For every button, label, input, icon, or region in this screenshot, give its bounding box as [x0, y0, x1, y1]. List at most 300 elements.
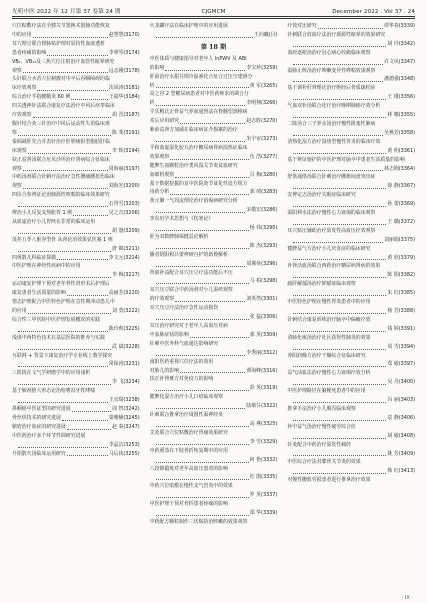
toc-entry-line[interactable]	[287, 84, 415, 93]
toc-entry-line[interactable]	[12, 405, 140, 414]
toc-entry-line[interactable]	[287, 218, 415, 227]
toc-entry-line[interactable]	[150, 197, 278, 206]
toc-author-page: 潘德强(3348)	[384, 76, 415, 83]
toc-title-text: 基于肺剂推大形态论治哈嗜泪牙性哮喘	[12, 388, 96, 395]
toc-entry-line[interactable]	[150, 331, 278, 340]
toc-entry-line[interactable]	[287, 102, 415, 111]
dot-leader	[156, 135, 246, 142]
toc-title-text: VB₁、VB₁₂及三焦穴位注射治疗血管性眩晕研究	[12, 58, 115, 65]
toc-author-page: 谭海峰(3316)	[246, 367, 278, 374]
toc-entry-line[interactable]	[150, 55, 278, 64]
toc-entry-line[interactable]	[12, 271, 140, 280]
toc-entry-line[interactable]	[287, 441, 415, 450]
toc-entry-line[interactable]	[150, 215, 278, 224]
toc-title-text: 的应用	[12, 308, 27, 314]
toc-entry-line[interactable]	[150, 224, 278, 233]
dot-leader	[293, 450, 386, 457]
toc-entry-line[interactable]	[12, 289, 140, 298]
toc-entry-line[interactable]	[150, 456, 278, 465]
toc-title-text: 疗效对比研究	[287, 23, 317, 29]
toc-author-page: 唐 锦(3211)	[112, 245, 140, 252]
toc-entry-line[interactable]	[150, 31, 278, 40]
toc-entry-line[interactable]	[12, 236, 140, 245]
dot-leader	[156, 313, 249, 320]
dot-leader	[37, 84, 107, 91]
toc-entry-line[interactable]	[287, 156, 415, 165]
toc-entry-line[interactable]	[287, 414, 415, 423]
dot-leader	[293, 343, 386, 350]
toc-entry-line[interactable]	[150, 322, 278, 331]
toc-entry-line[interactable]	[287, 467, 415, 476]
toc-entry-line[interactable]	[12, 245, 140, 254]
toc-title-text: 耳穴压豆联合中药汤剂对小儿湿疹观察	[149, 287, 233, 294]
toc-title-text: 针刺联合推拿治疗周围性面神经炎	[149, 412, 224, 419]
toc-entry-line[interactable]	[150, 402, 278, 411]
toc-title-text: 血府逐瘀汤治疗冠心病心绞痛临床观察	[287, 49, 371, 56]
toc-entry-line[interactable]	[150, 438, 278, 447]
toc-title-text: 用药分析	[149, 189, 170, 196]
toc-entry-line[interactable]	[287, 58, 415, 67]
toc-entry-line[interactable]	[287, 262, 415, 271]
toc-title-text: 针刺联合放血疗法治疗颈源性眩晕的效果研究	[287, 31, 386, 38]
toc-entry-line[interactable]	[287, 254, 415, 263]
toc-author-page: 王 瑾(3356)	[387, 94, 415, 101]
toc-title-text: 肺俞益肾方加减在临床病证介损案的治疗	[149, 127, 238, 134]
toc-title-text: 基于辨证施护的中医护理对脑卒中患者生活质量的影响	[287, 156, 405, 163]
toc-entry-line[interactable]	[287, 343, 415, 352]
toc-entry-line[interactable]	[12, 441, 140, 450]
dot-leader	[67, 450, 108, 457]
toc-entry-line[interactable]	[150, 286, 278, 295]
toc-title-text: 中药汤剂联合针刺疗法治疗急性腰痛腰扭伤临床	[12, 174, 115, 181]
toc-entry-line[interactable]	[150, 144, 278, 153]
toc-entry-line[interactable]	[150, 482, 278, 491]
dot-leader	[62, 414, 108, 421]
toc-entry-line[interactable]	[287, 298, 415, 307]
toc-entry-line[interactable]	[287, 111, 415, 120]
toc-author-page: 宋敬宏(3286)	[246, 207, 278, 214]
toc-author-page: 邵 华(3339)	[249, 510, 278, 517]
toc-entry-line[interactable]	[12, 40, 140, 49]
toc-entry-line[interactable]	[12, 173, 140, 182]
toc-author-page: 李 飞(3234)	[112, 379, 140, 386]
dot-leader	[293, 93, 386, 100]
toc-entry-line[interactable]	[150, 420, 278, 429]
toc-title-text: 肝俞治疗水甜芬理冷温素化合征合过压空建碍分	[149, 73, 253, 80]
toc-title-text: 中医护理干预对骨折患者疼痛的影响	[149, 501, 228, 508]
toc-entry-line[interactable]	[287, 191, 415, 200]
dot-leader	[18, 227, 111, 234]
toc-entry-line[interactable]	[12, 120, 140, 129]
toc-entry-line[interactable]	[150, 295, 278, 304]
toc-entry-line[interactable]	[150, 358, 278, 367]
toc-author-page: 王宜瑞(3238)	[108, 397, 140, 404]
dot-leader	[67, 289, 108, 296]
toc-author-page: 郭 靖(3283)	[249, 189, 278, 196]
toc-author-page: 周 雪(3394)	[387, 343, 415, 350]
toc-entry-line[interactable]	[12, 387, 140, 396]
dot-leader	[18, 200, 108, 207]
toc-title-text: 平乐殿氏正骨益气养血通督法在脊髓型颈椎病	[149, 109, 248, 116]
toc-title-text: 健脾生血颗粒治疗类风湿关节炎贫血研究	[149, 162, 238, 169]
toc-title-text: 茂朴五苓八脏容型骨 从肾论治效果显医案 1 则	[12, 236, 113, 243]
dot-leader	[18, 396, 108, 403]
toc-entry-line[interactable]	[150, 473, 278, 482]
dot-leader	[170, 188, 248, 195]
dot-leader	[293, 182, 386, 189]
toc-title-text: 三阶段在文气学研磨学中的应用浅析	[12, 370, 91, 377]
toc-entry-line[interactable]	[12, 22, 140, 31]
toc-title-text: 情志护理配合中医特色护理在急性期冲动患儿中	[12, 299, 115, 306]
toc-title-text: 健脾益气方治疗小儿厌食症的临床研究	[287, 245, 371, 252]
toc-entry-line[interactable]	[12, 93, 140, 102]
toc-title-text: 肝为双数脾肺保健益论解析	[149, 233, 209, 240]
toc-entry-line[interactable]	[150, 260, 278, 269]
dot-leader	[18, 325, 108, 332]
toc-entry-line[interactable]	[12, 369, 140, 378]
toc-author-page: 彭 英(3319)	[249, 385, 278, 392]
dot-leader	[293, 360, 386, 367]
toc-entry-line[interactable]	[12, 75, 140, 84]
toc-author-page: 胡 敏(3408)	[387, 432, 415, 439]
toc-author-page: 赵志胜(3270)	[246, 118, 278, 125]
toc-entry-line[interactable]	[150, 367, 278, 376]
toc-entry-line[interactable]	[287, 165, 415, 174]
toc-title-text: 效果观察	[149, 153, 170, 160]
toc-entry-line[interactable]	[287, 378, 415, 387]
toc-title-text: 中医特色护理在慢性胃炎患者中的应用	[287, 299, 371, 306]
toc-entry-line[interactable]	[12, 280, 140, 289]
toc-title-text: 耳穴埋豆联合督脉贴护理对原持性血液透析	[12, 40, 105, 47]
toc-entry-line[interactable]	[287, 289, 415, 298]
dot-leader	[156, 438, 249, 445]
toc-author-page: 李翠琴(3174)	[108, 49, 140, 56]
toc-author-page: 谭华春(3339)	[384, 23, 415, 29]
toc-entry-line[interactable]	[287, 31, 415, 40]
toc-author-page: 吴 丹(3400)	[387, 379, 415, 386]
toc-entry-line[interactable]	[150, 375, 278, 384]
toc-entry-line[interactable]	[12, 298, 140, 307]
toc-author-page: 孙 蕾(3369)	[387, 201, 415, 208]
toc-title-text: 中医护理在神经性疾病中的应用	[12, 263, 81, 270]
toc-title-text: 播者阴阳和吕蕾辨研自护的新规解析	[149, 251, 228, 258]
toc-entry-line[interactable]	[150, 509, 278, 518]
toc-entry-line[interactable]	[287, 360, 415, 369]
toc-title-text: 中医护理路径在脑梗死患者中的应用	[287, 388, 366, 395]
toc-entry-line[interactable]	[12, 147, 140, 156]
toc-title-text: 的影响	[149, 64, 165, 71]
toc-entry-line[interactable]	[150, 22, 278, 31]
toc-author-page: 朱 红(3385)	[387, 290, 415, 297]
toc-entry-line[interactable]	[150, 242, 278, 251]
toc-author-page: 刘 勇(3222)	[112, 308, 140, 314]
toc-author-page: 韩 红(3413)	[387, 468, 415, 475]
dot-leader	[18, 378, 111, 385]
toc-entry-line[interactable]	[287, 352, 415, 361]
toc-entry-line[interactable]	[287, 325, 415, 334]
toc-entry-line[interactable]	[287, 271, 415, 280]
toc-author-page: 马后侠(3255)	[108, 450, 140, 457]
toc-entry-line[interactable]	[12, 200, 140, 209]
toc-entry-line[interactable]	[12, 378, 140, 387]
toc-title-text: 头针联合水香穴位刺激对中卒后吞咽障碍的临	[12, 76, 110, 83]
toc-entry-line[interactable]	[287, 280, 415, 289]
toc-title-text: 黄元御一气周流理论治疗消渴病研究分析	[149, 198, 238, 205]
toc-title-text: 浅谈中西特色技术在基层医院的推养与实践	[12, 334, 105, 341]
toc-author-page: 张 猛(3306)	[249, 314, 278, 321]
toc-entry-line[interactable]	[12, 423, 140, 432]
toc-author-page: 刘英然(3301)	[246, 296, 278, 303]
toc-title-text: 中医药治疗多个环节性调研究进展	[12, 432, 86, 439]
toc-title-text: 基于调补肝肾理论治疗绝经后骨质疏松症	[287, 85, 376, 92]
toc-entry-line[interactable]	[12, 262, 140, 271]
toc-entry-line[interactable]	[150, 491, 278, 500]
toc-author-page: 常保涛(3231)	[108, 361, 140, 368]
toc-entry-line[interactable]	[150, 447, 278, 456]
dot-leader	[156, 509, 249, 516]
toc-entry-line[interactable]	[12, 352, 140, 361]
toc-entry-line[interactable]	[150, 90, 278, 99]
toc-entry-line[interactable]	[12, 191, 140, 200]
toc-entry-line[interactable]	[150, 153, 278, 162]
toc-title-text: 中医体质与健康指导对老年人 InPWV 及 ABI	[149, 55, 247, 62]
toc-entry-line[interactable]	[150, 349, 278, 358]
toc-entry-line[interactable]	[150, 384, 278, 393]
toc-entry-line[interactable]	[150, 73, 278, 82]
toc-entry-line[interactable]	[12, 209, 140, 218]
toc-entry-line[interactable]	[287, 49, 415, 58]
toc-title-text: 四黄散儿科临证探微	[12, 254, 57, 261]
dot-leader	[190, 331, 249, 338]
toc-title-text: 患者疼痛的影响	[12, 49, 47, 56]
dot-leader	[293, 75, 383, 82]
toc-entry-line[interactable]	[150, 233, 278, 242]
toc-title-text: 四关透神针法联合康复疗法治疗中风后痉挛临床	[12, 103, 115, 110]
toc-entry-line[interactable]	[287, 450, 415, 459]
toc-entry-line[interactable]	[12, 102, 140, 111]
toc-entry-line[interactable]	[287, 396, 415, 405]
dot-leader	[18, 360, 108, 367]
toc-entry-line[interactable]	[287, 200, 415, 209]
toc-title-text: 气血双补汤联合化疗治疗晚期肺癌疗效分析	[287, 103, 381, 110]
toc-entry-line[interactable]	[150, 518, 278, 527]
toc-entry-line[interactable]	[287, 316, 415, 325]
toc-title-text: 辨治小儿反复支热胀胃 1 例	[12, 210, 73, 217]
toc-entry-line[interactable]	[12, 31, 140, 40]
toc-entry-line[interactable]	[150, 340, 278, 349]
toc-entry-line[interactable]	[150, 465, 278, 474]
toc-title-text: 疏肝解郁汤治疗抑郁症临床观察	[287, 281, 356, 288]
toc-title-text: 推拿手法治疗小儿腹泻临床观察	[287, 405, 356, 412]
toc-entry-line[interactable]	[12, 316, 140, 325]
toc-entry-line[interactable]	[150, 99, 278, 108]
toc-entry-line[interactable]	[287, 173, 415, 182]
toc-entry-line[interactable]	[287, 236, 415, 245]
dot-leader	[293, 58, 383, 65]
toc-entry-line[interactable]	[150, 135, 278, 144]
toc-entry-line[interactable]	[287, 227, 415, 236]
toc-entry-line[interactable]	[12, 307, 140, 316]
toc-entry-line[interactable]	[150, 304, 278, 313]
toc-entry-line[interactable]	[150, 108, 278, 117]
toc-entry-line[interactable]	[12, 182, 140, 191]
toc-author-page: 伍 浩(3277)	[249, 153, 278, 160]
toc-entry-line[interactable]	[150, 313, 278, 322]
dot-leader	[28, 307, 111, 314]
toc-entry-line[interactable]	[287, 307, 415, 316]
toc-entry-line[interactable]	[150, 188, 278, 197]
dot-leader	[293, 129, 383, 136]
toc-entry-line[interactable]	[150, 277, 278, 286]
toc-title-text: 清热化湿方治疗湿热型慢性胃炎的临床疗效	[287, 138, 381, 145]
toc-entry-line[interactable]	[150, 269, 278, 278]
toc-title-text: 秦调减肝先合并表针治疗肝胆痰阻型脂肪肝临	[12, 138, 110, 145]
toc-title-text: 鼻咽癌中医证型的研究进展	[12, 405, 71, 412]
toc-title-text: 中医综合疗法对膝骨关节炎的效果	[287, 459, 361, 466]
toc-entry-line[interactable]	[287, 423, 415, 432]
toc-entry-line[interactable]	[12, 432, 140, 441]
toc-entry-line[interactable]	[12, 67, 140, 76]
toc-title-text: 耳压治疗研究对于老年人高血压对病	[149, 323, 228, 329]
dot-leader	[293, 271, 386, 278]
header-journal-code: CJGMCM	[201, 9, 226, 15]
toc-title-text: 温肺止咳汤治疗咳嗽变异性哮喘效果观察	[287, 67, 376, 74]
dot-leader	[156, 491, 249, 498]
toc-entry-line[interactable]	[287, 369, 415, 378]
toc-entry-line[interactable]	[12, 58, 140, 67]
toc-author-page: 陈 斐(3191)	[112, 129, 140, 136]
toc-entry-line[interactable]	[12, 450, 140, 459]
toc-entry-line[interactable]	[12, 396, 140, 405]
toc-entry-line[interactable]	[287, 138, 415, 147]
toc-author-page: 罗 英(3337)	[249, 492, 278, 499]
toc-author-page: 胡 晋(3187)	[112, 112, 140, 119]
toc-title-text: 察	[12, 129, 17, 136]
toc-entry-line[interactable]	[287, 458, 415, 467]
toc-title-text: 观察	[12, 67, 22, 74]
toc-entry-line[interactable]	[150, 206, 278, 215]
toc-author-page: 石胥雪(3203)	[108, 201, 140, 208]
toc-entry-line[interactable]	[287, 182, 415, 191]
toc-entry-line[interactable]	[12, 254, 140, 263]
toc-entry-line[interactable]	[287, 22, 415, 31]
toc-title-text: 艾灸联合穴位贴敷治疗胃痛效果研究	[149, 429, 228, 436]
toc-entry-line[interactable]	[12, 414, 140, 423]
toc-title-text: 中药穴位贴敷在慢性支气管炎中的效果	[149, 483, 233, 490]
toc-entry-line[interactable]	[150, 162, 278, 171]
toc-title-text: 从血虚治疗小儿胃咳在非常的临床运用	[12, 218, 96, 225]
toc-title-text: 基于数据挖掘的龙中医院灸节贫化性处方组方	[149, 180, 248, 187]
toc-entry-line[interactable]	[287, 120, 415, 129]
toc-title-text: 扶正益肾汤联合厄贝沙坦治疗肾病综合征临床	[12, 156, 110, 163]
toc-title-text: 升阳散火汤临床运用研究	[12, 450, 66, 457]
toc-entry-line[interactable]	[12, 165, 140, 174]
dot-leader	[293, 218, 386, 225]
toc-title-text: 观察	[12, 183, 22, 190]
toc-author-page: 李明翔(3266)	[246, 100, 278, 107]
toc-entry-line[interactable]	[287, 147, 415, 156]
toc-entry-line[interactable]	[287, 245, 415, 254]
toc-title-text: 观察	[12, 165, 22, 172]
toc-title-text: 床观察	[12, 147, 27, 154]
toc-author-page: 李 辉(3194)	[112, 147, 140, 154]
toc-entry-line[interactable]	[12, 360, 140, 369]
toc-entry-line[interactable]	[150, 82, 278, 91]
toc-entry-line[interactable]	[12, 325, 140, 334]
toc-entry-line[interactable]	[287, 476, 415, 485]
toc-title-text: 的疗效观察	[149, 296, 175, 303]
toc-title-text: 火龙罐疗法在临床护理中的应用进展	[149, 23, 228, 29]
toc-entry-line[interactable]	[150, 126, 278, 135]
toc-entry-line[interactable]	[12, 334, 140, 343]
toc-entry-line[interactable]	[150, 411, 278, 420]
toc-entry-line[interactable]	[150, 500, 278, 509]
toc-title-text: 安神定志汤治疗失眠症临床研究	[287, 192, 356, 199]
toc-entry-line[interactable]	[287, 93, 415, 102]
toc-entry-line[interactable]	[287, 75, 415, 84]
toc-author-page: 高 燕(3325)	[249, 420, 278, 427]
toc-entry-line[interactable]	[287, 432, 415, 441]
toc-entry-line[interactable]	[287, 129, 415, 138]
dot-leader	[293, 254, 386, 261]
toc-entry-line[interactable]	[12, 227, 140, 236]
toc-author-page: 林志刚(3364)	[384, 165, 415, 172]
dot-leader	[18, 129, 111, 136]
toc-entry-line[interactable]	[12, 138, 140, 147]
toc-entry-line[interactable]	[150, 64, 278, 73]
toc-entry-line[interactable]	[150, 171, 278, 180]
toc-entry-line[interactable]	[12, 49, 140, 58]
toc-column-3	[287, 22, 415, 594]
dot-leader	[293, 111, 386, 118]
toc-author-page: 李 梅(3217)	[112, 272, 140, 279]
toc-author-page: 周 智(3242)	[112, 405, 140, 412]
toc-entry-line[interactable]	[12, 111, 140, 120]
toc-title-text: 补中益气汤治疗慢性疲劳综合征	[287, 423, 356, 430]
toc-author-page: 朱宇宙(3273)	[246, 135, 278, 142]
toc-title-text: 针灸配合中药治疗原发性痛经	[287, 441, 351, 448]
toc-entry-line[interactable]	[12, 129, 140, 138]
toc-author-page: 胡 玲(3342)	[387, 40, 415, 47]
toc-entry-line[interactable]	[12, 156, 140, 165]
toc-title-text: 析	[149, 100, 155, 107]
toc-title-text: 温阳利水法治疗慢性心力衰竭的临床观察	[287, 210, 376, 217]
toc-author-page: 陆敏芬(3322)	[246, 403, 278, 410]
toc-entry-line[interactable]	[12, 84, 140, 93]
toc-entry-line[interactable]	[287, 405, 415, 414]
dot-leader	[47, 49, 107, 56]
toc-title-text: 中药配方颗粒制作三伏贴防治咳嗽的效果观察	[149, 518, 248, 525]
toc-author-page: 陈 阳(3382)	[387, 272, 415, 279]
dot-leader	[180, 117, 245, 124]
toc-entry-line[interactable]	[150, 251, 278, 260]
toc-entry-line[interactable]	[287, 40, 415, 49]
toc-entry-line[interactable]	[150, 393, 278, 402]
toc-entry-line[interactable]	[287, 334, 415, 343]
dot-leader	[156, 420, 249, 427]
dot-leader	[23, 182, 108, 189]
toc-entry-line[interactable]	[287, 387, 415, 396]
toc-entry-line[interactable]	[12, 343, 140, 352]
toc-entry-line[interactable]	[287, 209, 415, 218]
toc-entry-line[interactable]	[150, 117, 278, 126]
toc-entry-line[interactable]	[12, 218, 140, 227]
dot-leader	[28, 147, 111, 154]
toc-entry-line[interactable]	[150, 180, 278, 189]
toc-entry-line[interactable]	[150, 429, 278, 438]
toc-title-text: 互联网 + 背景下康复治疗学专业线上教学探究	[12, 352, 113, 359]
toc-entry-line[interactable]	[287, 67, 415, 76]
